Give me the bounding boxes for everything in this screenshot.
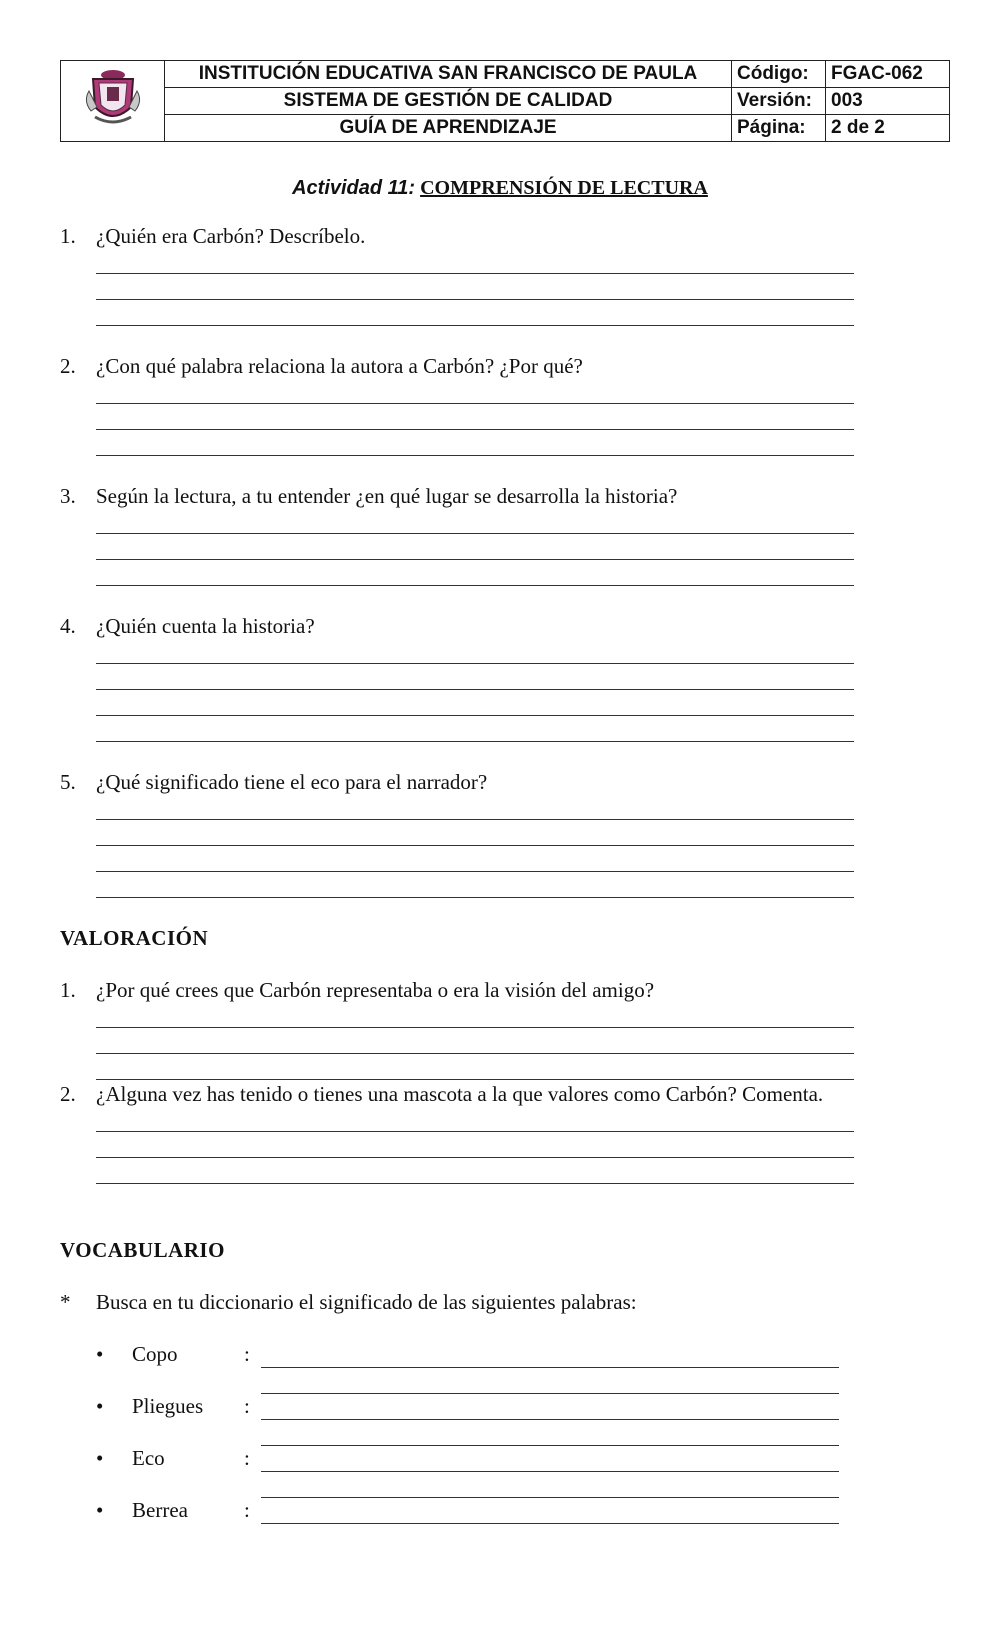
question-number: 2.: [60, 1082, 76, 1106]
answer-line[interactable]: [96, 663, 854, 664]
answer-line[interactable]: [96, 1157, 854, 1158]
answer-line[interactable]: [96, 689, 854, 690]
code-value: FGAC-062: [826, 61, 950, 88]
question-number: 1.: [60, 978, 76, 1002]
definition-line[interactable]: [261, 1471, 839, 1472]
guide-name: GUÍA DE APRENDIZAJE: [165, 115, 732, 142]
answer-line[interactable]: [96, 325, 854, 326]
answer-line[interactable]: [96, 845, 854, 846]
answer-line[interactable]: [96, 533, 854, 534]
vocab-word: Pliegues: [132, 1394, 204, 1418]
version-value: 003: [826, 88, 950, 115]
vocabulario-instruction: [60, 1290, 637, 1315]
page-value: 2 de 2: [826, 115, 950, 142]
answer-line[interactable]: [96, 1027, 854, 1028]
definition-line[interactable]: [261, 1445, 839, 1446]
question-text: Según la lectura, a tu entender ¿en qué lugar se desarrolla la historia?: [96, 484, 678, 508]
vocab-word: Berrea: [132, 1498, 188, 1522]
answer-line[interactable]: [96, 403, 854, 404]
answer-line[interactable]: [96, 1183, 854, 1184]
answer-line[interactable]: [96, 299, 854, 300]
question-text: ¿Con qué palabra relaciona la autora a Carbón? ¿Por qué?: [96, 354, 583, 378]
answer-line[interactable]: [96, 715, 854, 716]
version-label: Versión:: [732, 88, 826, 115]
question-number: 3.: [60, 484, 76, 508]
vocab-word: Copo: [132, 1342, 178, 1366]
answer-line[interactable]: [96, 871, 854, 872]
institution-name: INSTITUCIÓN EDUCATIVA SAN FRANCISCO DE PAULA: [165, 61, 732, 88]
document-header: [60, 60, 950, 142]
bullet: •: [96, 1394, 104, 1418]
activity-heading: COMPRENSIÓN DE LECTURA: [420, 177, 708, 199]
asterisk-marker: *: [60, 1290, 71, 1314]
question-4: [60, 614, 315, 639]
question-number: 5.: [60, 770, 76, 794]
answer-line[interactable]: [96, 1079, 854, 1080]
answer-line[interactable]: [96, 819, 854, 820]
answer-line[interactable]: [96, 585, 854, 586]
definition-line[interactable]: [261, 1367, 839, 1368]
question-text: ¿Por qué crees que Carbón representaba o era la visión del amigo?: [96, 978, 655, 1002]
question-number: 1.: [60, 224, 76, 248]
colon: :: [244, 1394, 250, 1418]
answer-line[interactable]: [96, 1053, 854, 1054]
question-5: [60, 770, 487, 795]
school-crest-logo: [61, 61, 165, 142]
code-label: Código:: [732, 61, 826, 88]
vocab-item-copo: [96, 1342, 250, 1367]
question-text: ¿Quién era Carbón? Descríbelo.: [96, 224, 366, 248]
school-crest-icon: [85, 67, 141, 129]
answer-line[interactable]: [96, 429, 854, 430]
vocab-item-berrea: [96, 1498, 250, 1523]
question-number: 4.: [60, 614, 76, 638]
valoracion-heading: VALORACIÓN: [60, 926, 209, 950]
question-1: [60, 224, 365, 249]
definition-line[interactable]: [261, 1419, 839, 1420]
definition-line[interactable]: [261, 1497, 839, 1498]
answer-line[interactable]: [96, 559, 854, 560]
valoracion-question-1: [60, 978, 654, 1003]
question-number: 2.: [60, 354, 76, 378]
definition-line[interactable]: [261, 1393, 839, 1394]
colon: :: [244, 1446, 250, 1470]
question-2: [60, 354, 583, 379]
answer-line[interactable]: [96, 1131, 854, 1132]
system-name: SISTEMA DE GESTIÓN DE CALIDAD: [165, 88, 732, 115]
colon: :: [244, 1342, 250, 1366]
answer-line[interactable]: [96, 741, 854, 742]
answer-line[interactable]: [96, 455, 854, 456]
instruction-text: Busca en tu diccionario el significado de las siguientes palabras:: [96, 1290, 637, 1314]
colon: :: [244, 1498, 250, 1522]
question-text: ¿Qué significado tiene el eco para el narrador?: [96, 770, 488, 794]
page-label: Página:: [732, 115, 826, 142]
question-text: ¿Alguna vez has tenido o tienes una mascota a la que valores como Carbón? Comenta.: [96, 1082, 824, 1106]
vocab-word: Eco: [132, 1446, 165, 1470]
question-3: [60, 484, 677, 509]
vocabulario-heading: VOCABULARIO: [60, 1238, 225, 1262]
answer-line[interactable]: [96, 273, 854, 274]
bullet: •: [96, 1446, 104, 1470]
vocab-item-eco: [96, 1446, 250, 1471]
definition-line[interactable]: [261, 1523, 839, 1524]
answer-line[interactable]: [96, 897, 854, 898]
vocab-item-pliegues: [96, 1394, 250, 1419]
question-text: ¿Quién cuenta la historia?: [96, 614, 315, 638]
bullet: •: [96, 1342, 104, 1366]
activity-title: [0, 177, 1000, 200]
activity-label: Actividad 11:: [292, 177, 416, 199]
bullet: •: [96, 1498, 104, 1522]
valoracion-question-2: [60, 1082, 823, 1107]
